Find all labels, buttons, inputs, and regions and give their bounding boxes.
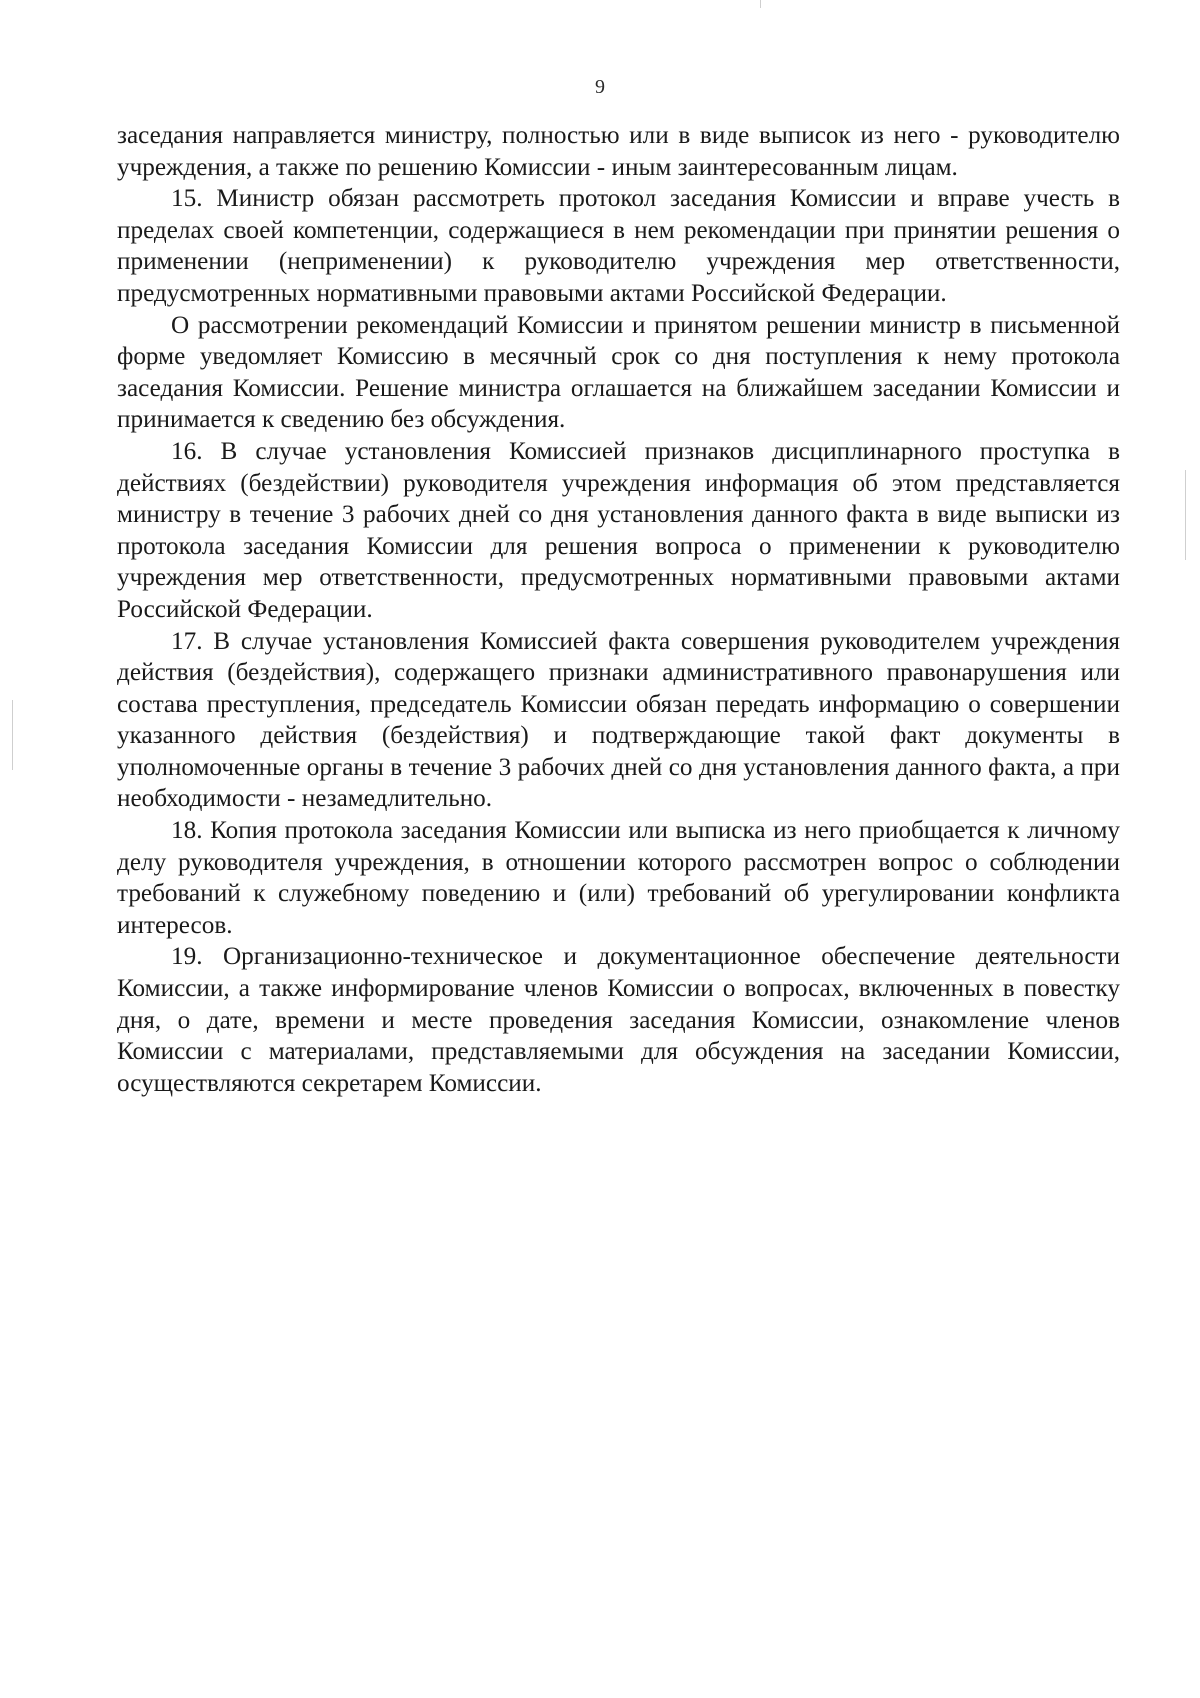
paragraph-18: 18. Копия протокола заседания Комиссии или выписка из него приобщается к личному делу руководителя учреждения, в отношении которого рассмотрен вопрос о соблюдении требований к служебному поведению и (или) требований об урегулировании конфликта интересов. bbox=[117, 817, 1120, 939]
scan-edge-mark bbox=[760, 0, 761, 8]
paragraph-19: 19. Организационно-техническое и документационное обеспечение деятельности Комиссии, а также информирование членов Комиссии о вопросах, включенных в повестку дня, о дате, времени и месте проведения заседания Комиссии, ознакомление членов Комиссии с материалами, представляемыми для обсуждения на заседании Комиссии, осуществляются секретарем Комиссии. bbox=[117, 943, 1120, 1097]
scan-edge-mark bbox=[1185, 470, 1186, 560]
scan-edge-mark bbox=[12, 700, 13, 770]
paragraph-15: 15. Министр обязан рассмотреть протокол заседания Комиссии и вправе учесть в пределах своей компетенции, содержащиеся в нем рекомендации при принятии решения о применении (неприменении) к руководителю учреждения мер ответственности, предусмотренных нормативными правовыми актами Российской Федерации. bbox=[117, 185, 1120, 307]
paragraph-17: 17. В случае установления Комиссией факта совершения руководителем учреждения действия (бездействия), содержащего признаки административного правонарушения или состава преступления, председатель Комиссии обязан передать информацию о совершении указанного действия (бездействия) и подтверждающие такой факт документы в уполномоченные органы в течение 3 рабочих дней со дня установления данного факта, а при необходимости - незамедлительно. bbox=[117, 627, 1120, 813]
paragraph-continuation: заседания направляется министру, полностью или в виде выписок из него - руководителю учреждения, а также по решению Комиссии - иным заинтересованным лицам. bbox=[117, 122, 1120, 181]
paragraph-15-decision: О рассмотрении рекомендаций Комиссии и принятом решении министр в письменной форме уведомляет Комиссию в месячный срок со дня поступления к нему протокола заседания Комиссии. Решение министра оглашается на ближайшем заседании Комиссии и принимается к сведению без обсуждения. bbox=[117, 311, 1120, 434]
page-number: 9 bbox=[595, 76, 605, 98]
paragraph-16: 16. В случае установления Комиссией признаков дисциплинарного проступка в действиях (бездействии) руководителя учреждения информация об этом представляется министру в течение 3 рабочих дней со дня установления данного факта в виде выписки из протокола заседания Комиссии для решения вопроса о применении к руководителю учреждения мер ответственности, предусмотренных нормативными правовыми актами Российской Федерации. bbox=[117, 437, 1120, 623]
document-body bbox=[117, 120, 1120, 1099]
